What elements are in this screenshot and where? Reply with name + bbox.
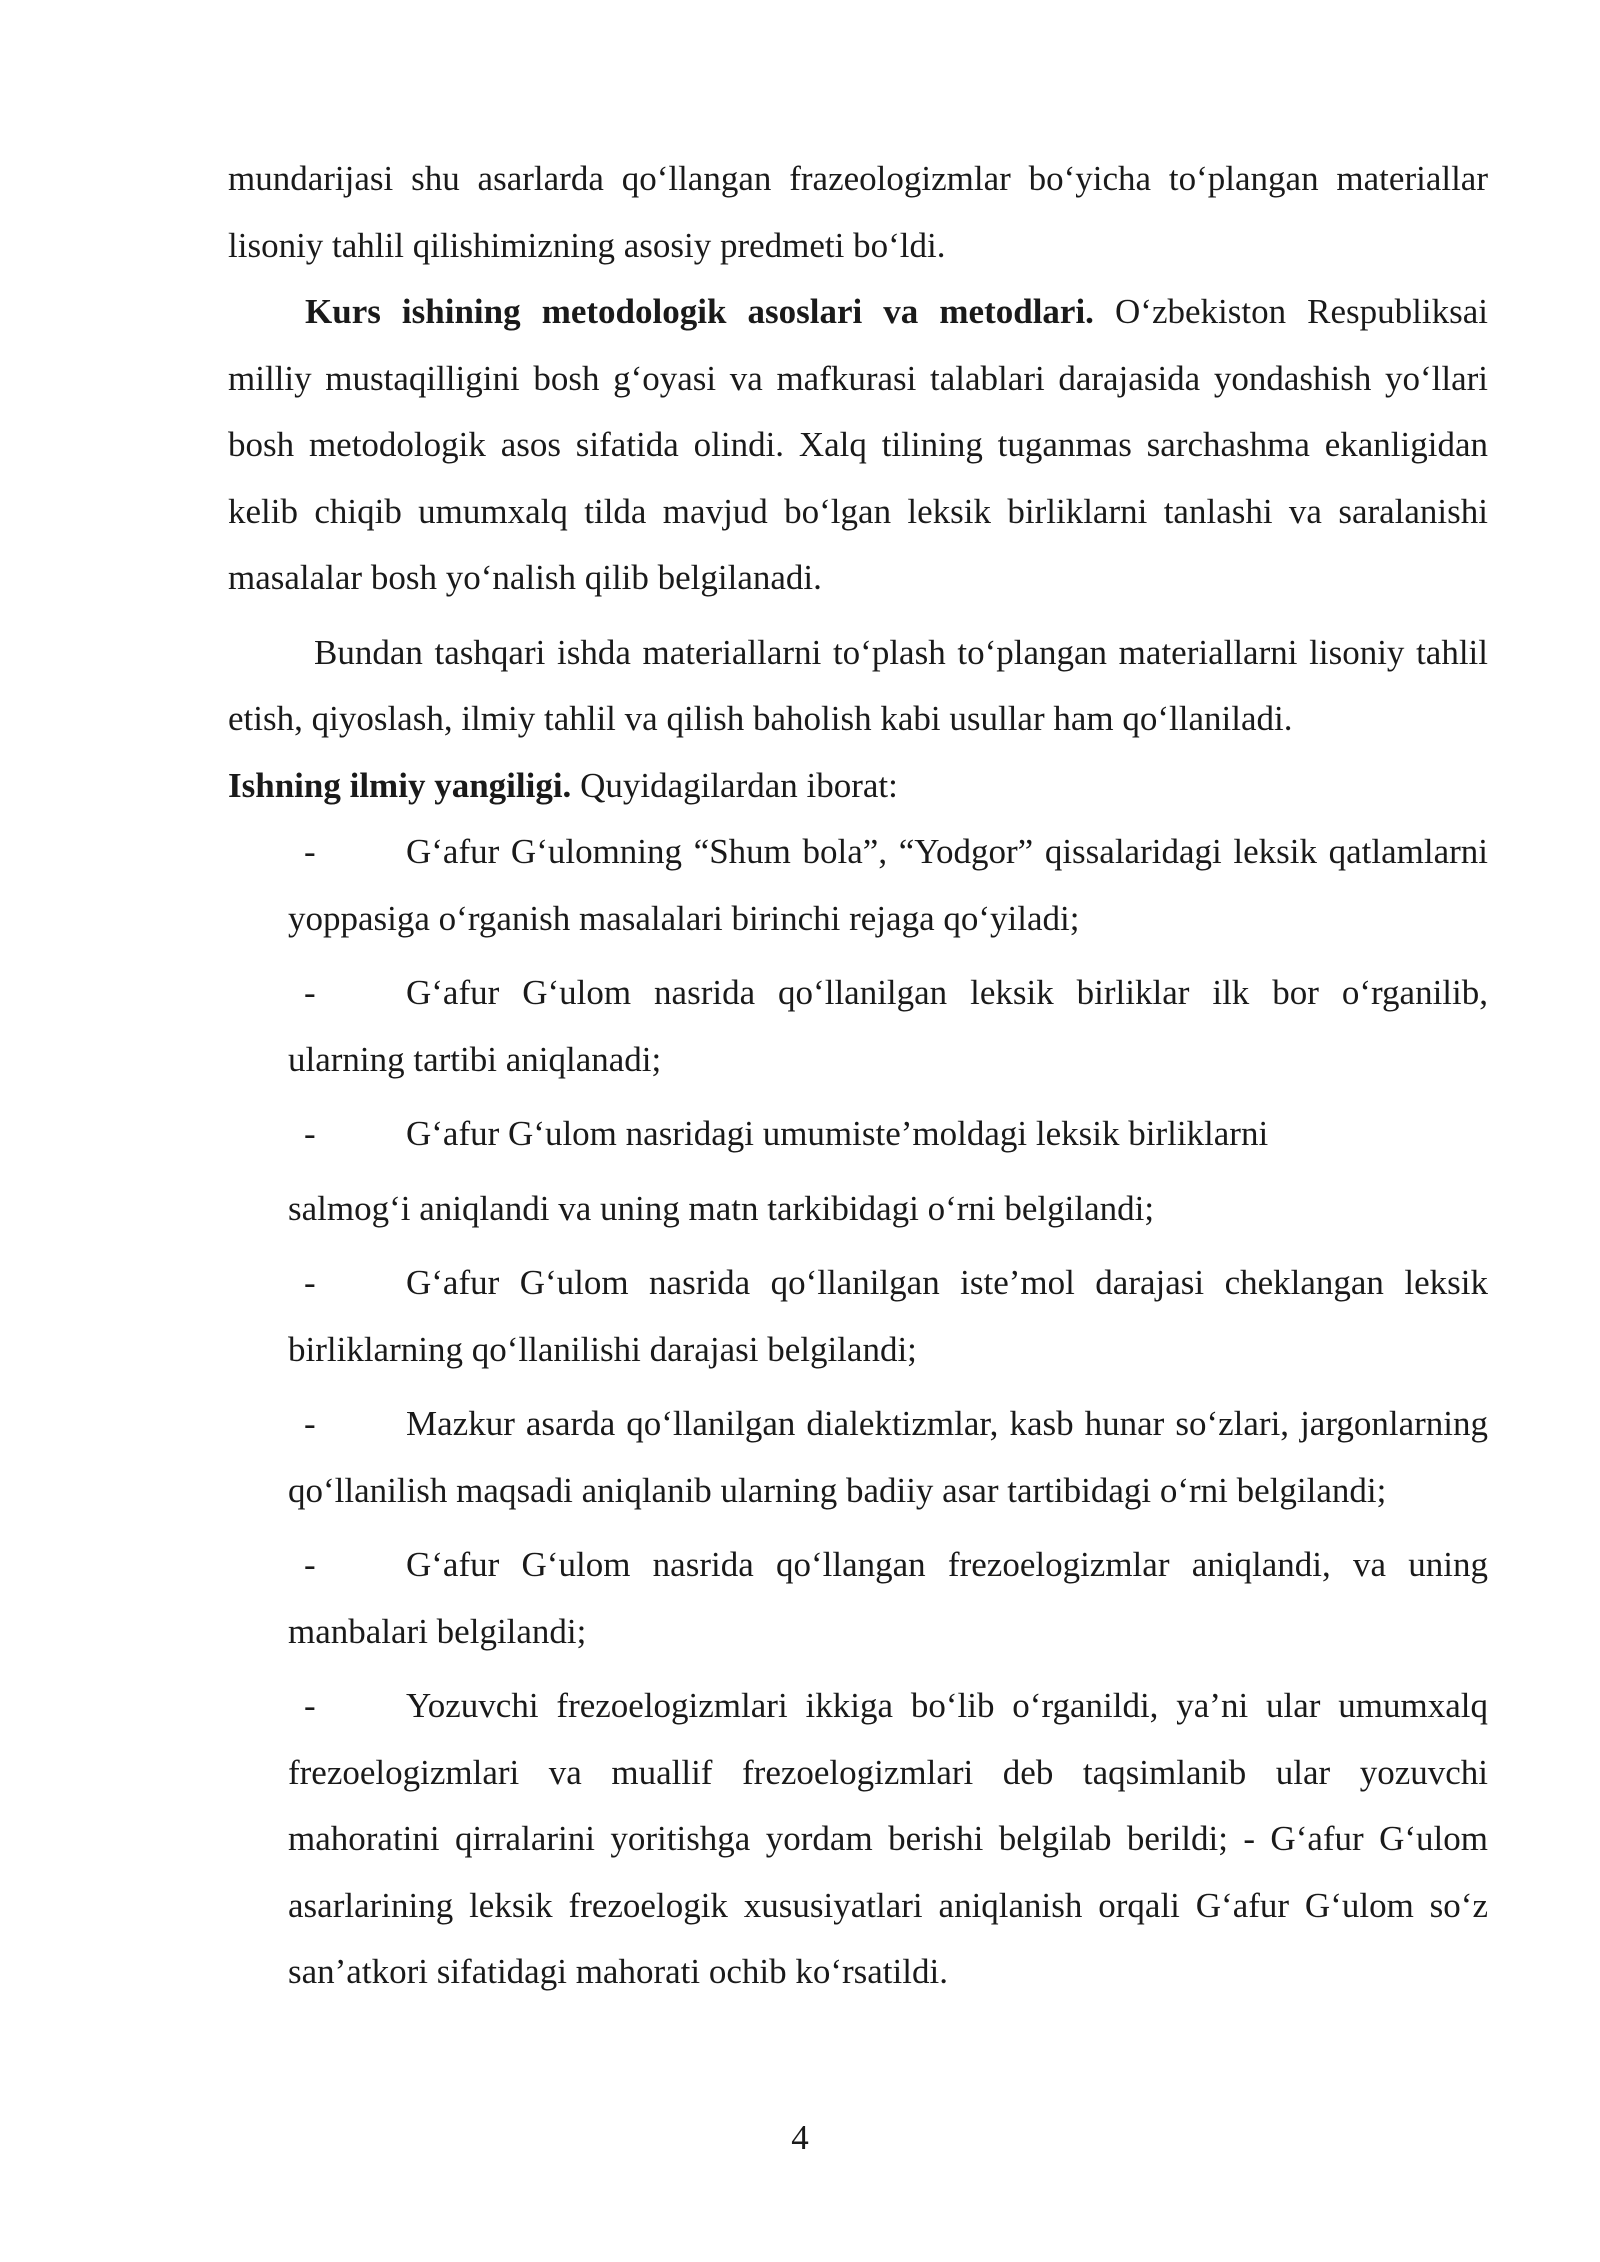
list-item (288, 1101, 1488, 1168)
list-dash: - (304, 832, 316, 871)
document-body (228, 146, 1488, 2006)
list-dash: - (304, 1263, 316, 1302)
list-item-text: G‘afur G‘ulomning “Shum bola”, “Yodgor” qissalaridagi leksik qatlamlarni yoppasiga o‘rganish masalalari birinchi rejaga qo‘yiladi; (288, 832, 1488, 938)
list-dash: - (304, 1114, 316, 1153)
list-dash: - (304, 1404, 316, 1443)
paragraph-methodology (228, 279, 1488, 612)
list-item-text: Yozuvchi frezoelogizmlari ikkiga bo‘lib o‘rganildi, ya’ni ular umumxalq frezoelogizmlari va muallif frezoelogizmlari deb taqsimlanib ular yozuvchi mahoratini qirralarini yoritishga yordam berishi belgilab berildi; - G‘afur G‘ulom asarlarining leksik frezoelogik xususiyatlari aniqlanish orqali G‘afur G‘ulom so‘z san’atkori sifatidagi mahorati ochib ko‘rsatildi. (288, 1686, 1488, 1991)
list-item (288, 960, 1488, 1093)
paragraph-intro-continuation: mundarijasi shu asarlarda qo‘llangan frazeologizmlar bo‘yicha to‘plangan materiallar lisoniy tahlil qilishimizning asosiy predmeti bo‘ldi. (228, 159, 1488, 265)
list-item (288, 1673, 1488, 2006)
novelty-list (288, 819, 1488, 2006)
list-item (288, 1391, 1488, 1524)
list-dash: - (304, 1545, 316, 1584)
list-item (288, 1250, 1488, 1383)
list-item (288, 819, 1488, 952)
list-item-text: Mazkur asarda qo‘llanilgan dialektizmlar, kasb hunar so‘zlari, jargonlarning qo‘llanilish maqsadi aniqlanib ularning badiiy asar tartibidagi o‘rni belgilandi; (288, 1404, 1488, 1510)
list-item (288, 1532, 1488, 1665)
heading-novelty: Ishning ilmiy yangiligi. (228, 765, 572, 805)
list-item-text: G‘afur G‘ulom nasrida qo‘llanilgan iste’mol darajasi cheklangan leksik birliklarning qo‘llanilishi darajasi belgilandi; (288, 1263, 1488, 1369)
list-item-continuation: salmog‘i aniqlandi va uning matn tarkibidagi o‘rni belgilandi; (288, 1188, 1155, 1228)
paragraph-novelty (228, 753, 1488, 820)
paragraph-novelty-text: Quyidagilardan iborat: (571, 765, 898, 805)
list-dash: - (304, 973, 316, 1012)
list-item-text: G‘afur G‘ulom nasridagi umumiste’moldagi leksik birliklarni (406, 1114, 1269, 1153)
page-number: 4 (791, 2118, 809, 2157)
paragraph-methods: Bundan tashqari ishda materiallarni to‘plash to‘plangan materiallarni lisoniy tahlil etish, qiyoslash, ilmiy tahlil va qilish baholish kabi usullar ham qo‘llaniladi. (228, 632, 1488, 738)
heading-methodology: Kurs ishining metodologik asoslari va metodlari. (305, 292, 1094, 331)
list-dash: - (304, 1686, 316, 1725)
list-item-text: G‘afur G‘ulom nasrida qo‘llanilgan leksik birliklar ilk bor o‘rganilib, ularning tartibi aniqlanadi; (288, 973, 1488, 1079)
paragraph-methodology-text: O‘zbekiston Respubliksai milliy mustaqilligini bosh g‘oyasi va mafkurasi talablari darajasida yondashish yo‘llari bosh metodologik asos sifatida olindi. Xalq tilining tuganmas sarchashma ekanligidan kelib chiqib umumxalq tilda mavjud bo‘lgan leksik birliklarni tanlashi va saralanishi masalalar bosh yo‘nalish qilib belgilanadi. (228, 292, 1488, 597)
list-item-text: G‘afur G‘ulom nasrida qo‘llangan frezoelogizmlar aniqlandi, va uning manbalari belgilandi; (288, 1545, 1488, 1651)
